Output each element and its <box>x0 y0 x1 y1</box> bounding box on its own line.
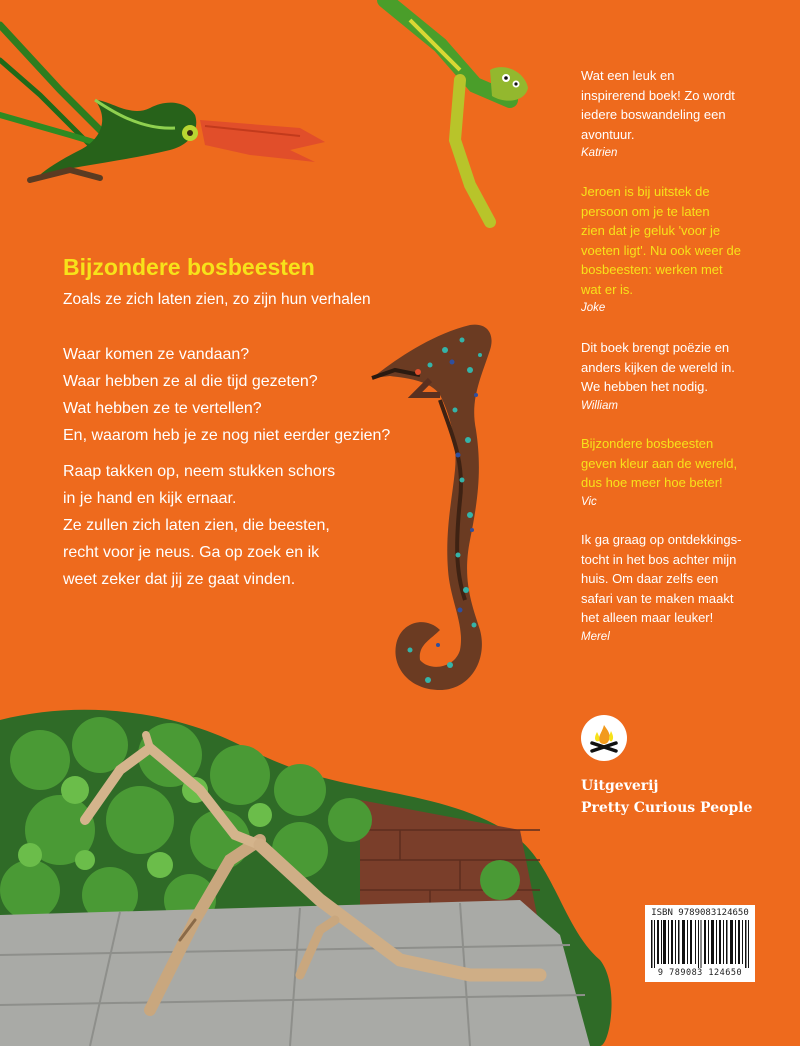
quote-line: avontuur. <box>581 126 635 142</box>
quote-author: Merel <box>581 630 610 643</box>
quote-line: Ik ga graag op ontdekkings- <box>581 532 742 547</box>
quote-line: bosbeesten: werken met <box>581 262 723 277</box>
barcode-digits: 9 789083 124650 <box>657 968 743 978</box>
quote-line: safari van te maken maakt <box>581 590 734 606</box>
publisher-line: Pretty Curious People <box>581 800 753 816</box>
blurb-line: Raap takken op, neem stukken schors <box>63 463 336 480</box>
quote-author: Vic <box>581 495 597 508</box>
blurb-paragraph <box>63 458 393 593</box>
review-quote <box>581 182 781 317</box>
quote-line: voeten ligt'. Nu ook weer de <box>581 242 742 258</box>
quote-line: huis. Om daar zelfs een <box>581 571 719 586</box>
barcode-bars <box>651 920 749 968</box>
blurb-line: En, waarom heb je ze nog niet eerder gezien? <box>63 427 391 444</box>
quote-line: anders kijken de wereld in. <box>581 359 735 375</box>
review-quote <box>581 530 781 646</box>
blurb-line: in je hand en kijk ernaar. <box>63 490 237 507</box>
quote-line: iedere boswandeling een <box>581 107 726 122</box>
quote-author: Joke <box>581 302 606 314</box>
publisher-name <box>581 775 752 819</box>
blurb-line: Wat hebben ze te vertellen? <box>63 400 262 417</box>
blurb-line: Ze zullen zich laten zien, die beesten, <box>63 517 330 534</box>
isbn-barcode <box>645 905 755 982</box>
quote-line: het alleen maar leuker! <box>581 610 714 625</box>
blurb-line: recht voor je neus. Ga op zoek en ik <box>63 544 320 561</box>
blurb-line: weet zeker dat jij ze gaat vinden. <box>63 571 296 588</box>
quote-line: dus hoe meer hoe beter! <box>581 475 723 490</box>
review-quote <box>581 66 781 162</box>
publisher-line: Uitgeverij <box>581 778 659 794</box>
twig-snake-illustration <box>385 0 528 222</box>
quote-author: Katrien <box>581 147 618 159</box>
quote-line: tocht in het bos achter mijn <box>581 551 737 567</box>
campfire-icon <box>581 715 627 761</box>
review-quote <box>581 338 781 415</box>
book-subtitle: Zoals ze zich laten zien, zo zijn hun verhalen <box>63 291 371 308</box>
quote-line: Bijzondere bosbeesten <box>581 436 714 451</box>
review-quote <box>581 434 781 511</box>
blurb-paragraph <box>63 341 393 449</box>
quote-line: persoon om je te laten <box>581 203 710 219</box>
book-title: Bijzondere bosbeesten <box>63 254 315 280</box>
garden-photo <box>0 710 612 1046</box>
quote-line: Wat een leuk en <box>581 68 675 83</box>
quote-author: William <box>581 399 618 412</box>
quote-line: wat er is. <box>581 281 634 297</box>
quote-line: We hebben het nodig. <box>581 379 708 394</box>
twig-bird-illustration <box>0 25 325 180</box>
blurb-line: Waar hebben ze al die tijd gezeten? <box>63 373 318 390</box>
quote-line: zien dat je geluk 'voor je <box>581 223 721 238</box>
quote-line: geven kleur aan de wereld, <box>581 455 738 471</box>
quote-line: Dit boek brengt poëzie en <box>581 340 730 355</box>
quote-line: Jeroen is bij uitstek de <box>581 184 710 199</box>
blurb-line: Waar komen ze vandaan? <box>63 346 250 363</box>
quote-line: inspirerend boek! Zo wordt <box>581 87 735 103</box>
isbn-label: ISBN 9789083124650 <box>651 908 749 918</box>
